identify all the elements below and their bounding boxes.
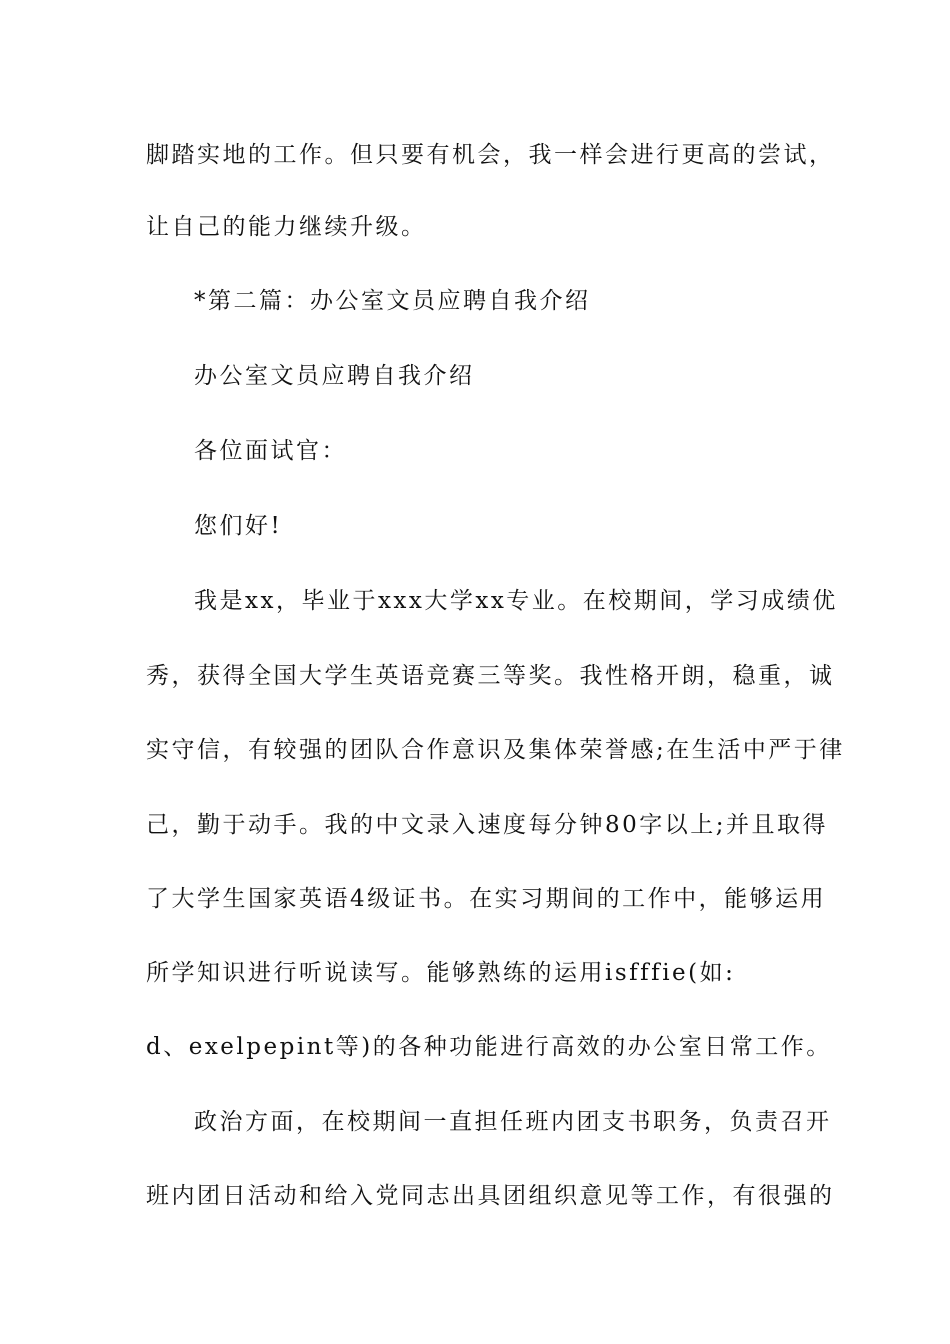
section-title: 办公室文员应聘自我介绍 <box>194 363 475 389</box>
text-line: 让自己的能力继续升级。 <box>146 214 427 240</box>
greeting: 您们好! <box>194 513 283 539</box>
text-line: 所学知识进行听说读写。能够熟练的运用isfffie(如: <box>146 960 736 986</box>
text-line: 了大学生国家英语4级证书。在实习期间的工作中，能够运用 <box>146 886 827 912</box>
text-line: 我是xx，毕业于xxx大学xx专业。在校期间，学习成绩优 <box>194 588 838 614</box>
text-line: 己，勤于动手。我的中文录入速度每分钟80字以上;并且取得 <box>146 812 829 838</box>
salutation: 各位面试官： <box>194 438 347 464</box>
text-line: 秀，获得全国大学生英语竞赛三等奖。我性格开朗，稳重，诚 <box>146 663 835 689</box>
section-heading: *第二篇：办公室文员应聘自我介绍 <box>194 288 591 314</box>
text-line: 政治方面，在校期间一直担任班内团支书职务，负责召开 <box>194 1109 832 1135</box>
text-line: 脚踏实地的工作。但只要有机会，我一样会进行更高的尝试， <box>146 142 835 168</box>
text-line: 实守信，有较强的团队合作意识及集体荣誉感;在生活中严于律 <box>146 737 845 763</box>
text-line: 班内团日活动和给入党同志出具团组织意见等工作，有很强的 <box>146 1183 835 1209</box>
text-line: d、exelpepint等)的各种功能进行高效的办公室日常工作。 <box>146 1034 832 1060</box>
